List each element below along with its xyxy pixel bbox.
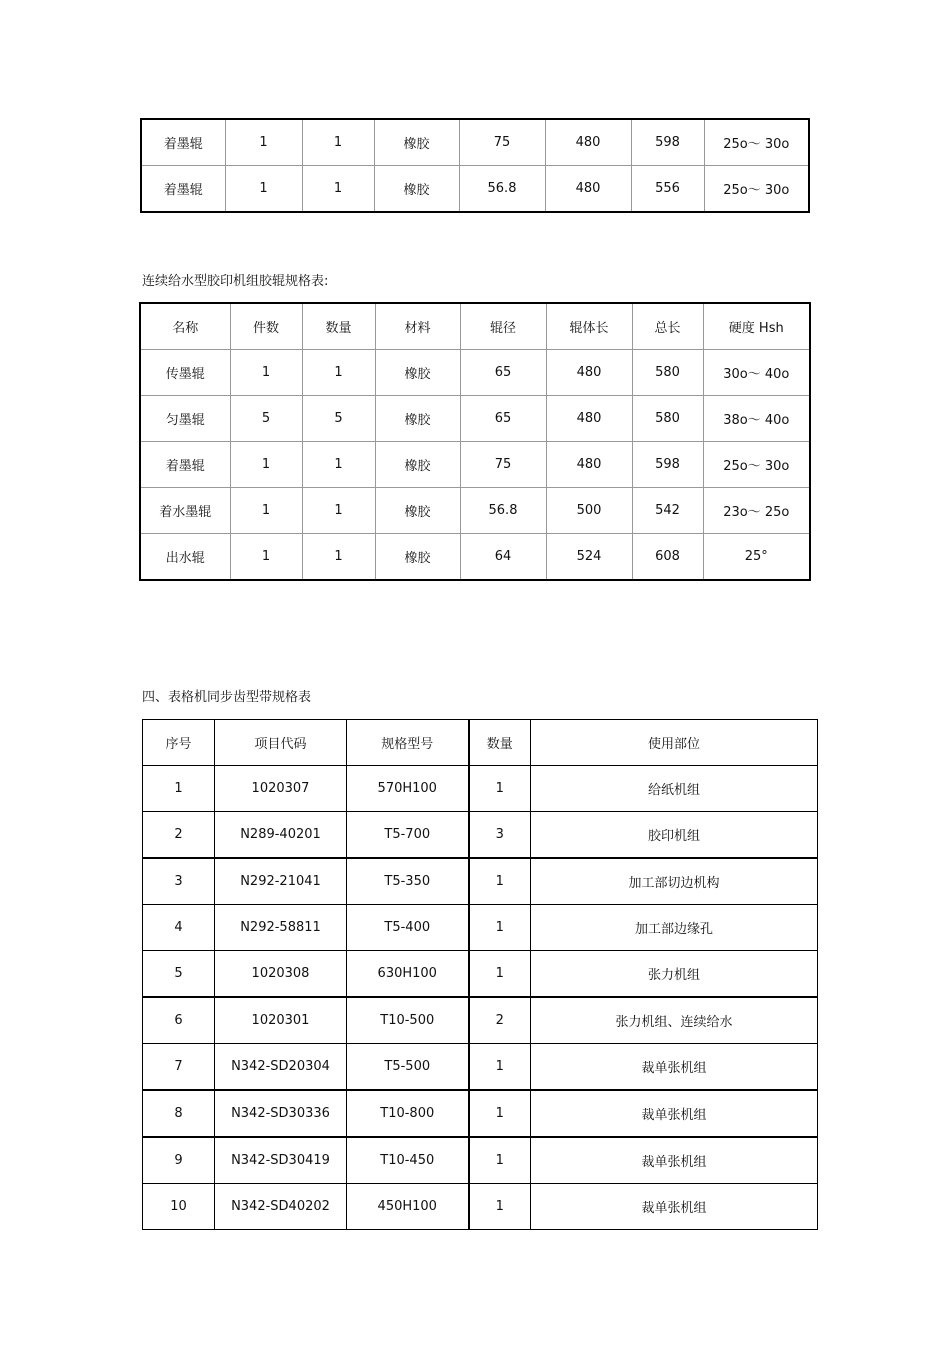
table-cell: 8 [143,1090,215,1137]
table-cell: 1 [302,119,374,166]
table-row [140,442,810,488]
table-cell: 5 [230,396,302,442]
table-cell: 10 [143,1184,215,1230]
table-cell: 橡胶 [375,350,460,396]
table-row [143,1184,818,1230]
table-cell: 524 [546,534,632,581]
table-cell: 1 [230,534,302,581]
table-cell: N342-SD30419 [215,1137,347,1184]
roller-spec-table-body [141,119,809,212]
table-cell: 2 [143,812,215,859]
column-header: 辊径 [460,303,546,350]
table-cell: 556 [631,166,704,213]
table-cell: 加工部边缘孔 [531,905,818,951]
column-header: 材料 [375,303,460,350]
table-cell: 1 [302,442,375,488]
table-cell: 4 [143,905,215,951]
table-row [143,1137,818,1184]
table-cell: 张力机组 [531,951,818,998]
table-cell: 480 [546,396,632,442]
table-cell: 着墨辊 [141,119,225,166]
table-cell: 1 [469,951,531,998]
table-row [143,812,818,859]
table-cell: 480 [546,442,632,488]
table-cell: N342-SD30336 [215,1090,347,1137]
table-cell: 裁单张机组 [531,1184,818,1230]
table-cell: 1 [469,1090,531,1137]
table-cell: 裁单张机组 [531,1090,818,1137]
table-cell: 1 [230,442,302,488]
table-cell: 传墨辊 [140,350,230,396]
table-cell: 1 [469,1184,531,1230]
table-cell: 橡胶 [374,166,459,213]
table-cell: 1 [302,166,374,213]
table-row [143,905,818,951]
table-cell: 1 [143,766,215,812]
table-cell: 570H100 [347,766,469,812]
table-cell: 橡胶 [375,534,460,581]
table-cell: 1 [302,534,375,581]
table-cell: 30o～ 40o [703,350,810,396]
table-cell: 580 [632,350,703,396]
table-cell: 1 [469,1137,531,1184]
table-cell: 25o～ 30o [704,166,809,213]
table-cell: 480 [546,350,632,396]
table-cell: 7 [143,1044,215,1091]
column-header: 硬度 Hsh [703,303,810,350]
table-cell: N292-58811 [215,905,347,951]
table-cell: 1020307 [215,766,347,812]
roller-spec-table-continued [140,118,810,213]
table-cell: 3 [143,858,215,905]
table-cell: 着墨辊 [140,442,230,488]
table-cell: 580 [632,396,703,442]
table-cell: 1 [225,166,302,213]
continuous-roller-table-body [140,350,810,581]
column-header: 数量 [302,303,375,350]
table-cell: 出水辊 [140,534,230,581]
table-cell: 56.8 [460,488,546,534]
timing-belt-table-header [143,720,818,766]
table-cell: 598 [632,442,703,488]
table-cell: 1 [302,488,375,534]
table-cell: 5 [143,951,215,998]
table-row [140,534,810,581]
table-row [143,951,818,998]
belt-table-caption: 四、表格机同步齿型带规格表 [142,690,312,705]
table-row [143,858,818,905]
table-cell: 裁单张机组 [531,1044,818,1091]
table-cell: 542 [632,488,703,534]
table-cell: 598 [631,119,704,166]
column-header: 项目代码 [215,720,347,766]
table-cell: 橡胶 [375,396,460,442]
table-cell: 着墨辊 [141,166,225,213]
table-cell: 2 [469,997,531,1044]
table-row [141,119,809,166]
table-row [140,396,810,442]
header-row [143,720,818,766]
table-cell: 450H100 [347,1184,469,1230]
table-cell: 25o～ 30o [703,442,810,488]
continuous-roller-table-header [140,303,810,350]
table-cell: 1 [469,905,531,951]
column-header: 名称 [140,303,230,350]
header-row [140,303,810,350]
table-cell: 480 [545,119,631,166]
table-cell: 1 [230,350,302,396]
table-cell: 1 [230,488,302,534]
column-header: 件数 [230,303,302,350]
timing-belt-table-body [143,766,818,1230]
table-cell: 1020308 [215,951,347,998]
table-cell: 608 [632,534,703,581]
table-cell: T10-800 [347,1090,469,1137]
table-cell: 胶印机组 [531,812,818,859]
table-row [143,766,818,812]
table-cell: 橡胶 [374,119,459,166]
table-cell: T5-350 [347,858,469,905]
table-cell: 1 [225,119,302,166]
table-cell: 张力机组、连续给水 [531,997,818,1044]
table-cell: N342-SD40202 [215,1184,347,1230]
table-cell: 橡胶 [375,442,460,488]
table-cell: T10-500 [347,997,469,1044]
table-cell: 9 [143,1137,215,1184]
table-cell: 480 [545,166,631,213]
table-cell: 56.8 [459,166,545,213]
continuous-roller-table-caption: 连续给水型胶印机组胶辊规格表: [142,274,329,289]
table-cell: 加工部切边机构 [531,858,818,905]
column-header: 数量 [469,720,531,766]
table-cell: T10-450 [347,1137,469,1184]
table-cell: 匀墨辊 [140,396,230,442]
table-cell: 65 [460,350,546,396]
table-cell: 6 [143,997,215,1044]
table-cell: 25° [703,534,810,581]
table-cell: N342-SD20304 [215,1044,347,1091]
table-row [140,488,810,534]
table-cell: 着水墨辊 [140,488,230,534]
table-cell: 1 [469,766,531,812]
table-cell: 65 [460,396,546,442]
table-cell: T5-700 [347,812,469,859]
table-cell: 1020301 [215,997,347,1044]
table-cell: T5-400 [347,905,469,951]
table-cell: 5 [302,396,375,442]
column-header: 使用部位 [531,720,818,766]
table-cell: N289-40201 [215,812,347,859]
table-cell: 25o～ 30o [704,119,809,166]
table-cell: T5-500 [347,1044,469,1091]
table-cell: 23o～ 25o [703,488,810,534]
table-cell: 1 [469,1044,531,1091]
table-row [140,350,810,396]
table-row [143,1090,818,1137]
table-row [143,997,818,1044]
column-header: 序号 [143,720,215,766]
column-header: 辊体长 [546,303,632,350]
table-cell: 3 [469,812,531,859]
table-cell: 1 [469,858,531,905]
continuous-roller-spec-table [139,302,811,581]
column-header: 规格型号 [347,720,469,766]
table-cell: 75 [460,442,546,488]
table-cell: 630H100 [347,951,469,998]
table-cell: 裁单张机组 [531,1137,818,1184]
table-cell: N292-21041 [215,858,347,905]
table-cell: 64 [460,534,546,581]
timing-belt-spec-table [142,719,818,1230]
table-cell: 75 [459,119,545,166]
column-header: 总长 [632,303,703,350]
table-cell: 1 [302,350,375,396]
table-row [143,1044,818,1091]
table-cell: 500 [546,488,632,534]
table-cell: 给纸机组 [531,766,818,812]
table-cell: 橡胶 [375,488,460,534]
table-row [141,166,809,213]
table-cell: 38o～ 40o [703,396,810,442]
